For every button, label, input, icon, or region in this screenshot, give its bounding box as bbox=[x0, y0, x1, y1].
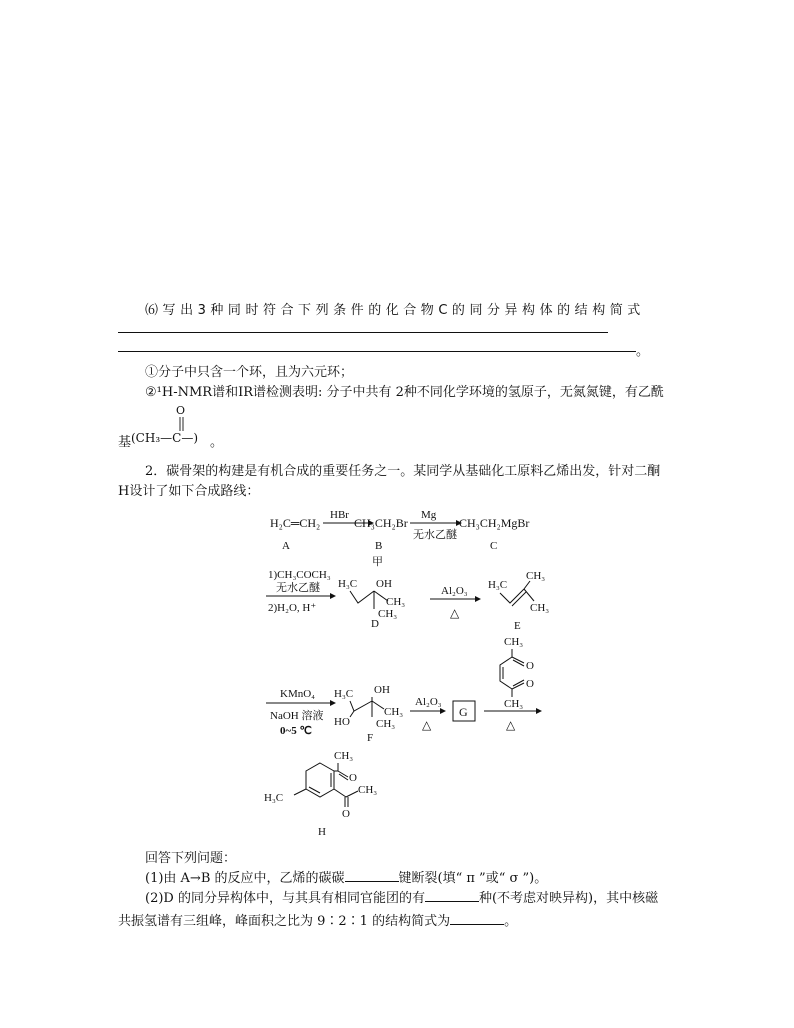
q6-condition-3-suffix: 。 bbox=[210, 435, 224, 450]
reagent-temperature: 0~5 ℃ bbox=[280, 725, 312, 737]
diene-O-top: O bbox=[526, 660, 534, 672]
reagent-Al2O3-1: Al₂O₃ bbox=[441, 585, 468, 597]
H-CH3-right: CH₃ bbox=[358, 784, 378, 796]
reagent-Al2O3-2: Al₂O₃ bbox=[415, 696, 442, 708]
acetyl-double-bond bbox=[176, 416, 188, 432]
arrow-C-D-head bbox=[330, 593, 336, 599]
arrow-D-E-head bbox=[475, 596, 481, 602]
E-CH3-top: CH₃ bbox=[526, 570, 546, 582]
compound-E-label: E bbox=[514, 620, 521, 632]
question-2-line-2-a: 共振氢谱有三组峰，峰面积之比为 9∶2∶1 的结构简式为 bbox=[118, 914, 451, 929]
acetyl-O: O bbox=[176, 404, 186, 417]
reagent-heat-1: △ bbox=[450, 606, 460, 620]
diene-O-bottom: O bbox=[526, 678, 534, 690]
q6-condition-3-prefix: 基 bbox=[118, 435, 132, 450]
answer-blank-q2b[interactable] bbox=[450, 912, 504, 925]
H-O-bottom: O bbox=[342, 808, 350, 820]
reagent-HBr: HBr bbox=[330, 509, 349, 521]
compound-D-label: D bbox=[371, 618, 379, 630]
arrow-G-H-head bbox=[536, 708, 542, 714]
question-1-part-b: 键断裂(填“ π ”或“ σ ”)。 bbox=[398, 871, 548, 886]
compound-B-sub-label: 甲 bbox=[372, 556, 383, 568]
compound-B-label: B bbox=[375, 540, 383, 552]
question-2-part-b: 种(不考虑对映异构)，其中核磁 bbox=[478, 891, 659, 906]
F-CH3-right: CH₃ bbox=[384, 706, 404, 718]
D-H3C: H₃C bbox=[338, 578, 358, 590]
diene-CH3-top: CH₃ bbox=[504, 636, 524, 648]
question-2 bbox=[145, 887, 658, 906]
reagent-KMnO4: KMnO₄ bbox=[280, 688, 316, 700]
q2-intro-line-2: H设计了如下合成路线： bbox=[118, 484, 260, 499]
compound-A-formula: H₂C═CH₂ bbox=[270, 516, 321, 530]
compound-H-label: H bbox=[318, 826, 326, 838]
arrow-F-G-head bbox=[440, 708, 446, 714]
H-H3C: H₃C bbox=[264, 792, 284, 804]
reagent-Mg: Mg bbox=[421, 509, 437, 521]
reagent-ether-1: 无水乙醚 bbox=[413, 529, 457, 541]
question-1 bbox=[145, 867, 547, 886]
reagent-heat-2: △ bbox=[422, 718, 432, 732]
compound-G-label: G bbox=[459, 705, 468, 719]
question-2-line-2-b: 。 bbox=[504, 914, 518, 929]
F-OH-top: OH bbox=[374, 684, 390, 696]
compound-F-label: F bbox=[367, 732, 374, 744]
reagent-ether-2: 无水乙醚 bbox=[276, 582, 320, 594]
questions-header: 回答下列问题： bbox=[145, 851, 237, 866]
D-CH3-bottom: CH₃ bbox=[378, 608, 398, 620]
question-2-part-a: (2)D 的同分异构体中，与其具有相同官能团的有 bbox=[145, 891, 425, 906]
F-skeleton bbox=[350, 701, 372, 711]
D-CH3-right: CH₃ bbox=[386, 596, 406, 608]
q6-prompt: ⑹ 写 出 3 种 同 时 符 合 下 列 条 件 的 化 合 物 C 的 同 分 异 构 体 的 结 构 简 式 bbox=[145, 303, 641, 318]
H-CH3-top: CH₃ bbox=[334, 750, 354, 762]
D-OH: OH bbox=[376, 578, 392, 590]
compound-A-label: A bbox=[282, 540, 290, 552]
F-H3C: H₃C bbox=[334, 688, 354, 700]
E-CH3-bottom: CH₃ bbox=[530, 602, 550, 614]
acetyl-formula: (CH₃—C—) bbox=[131, 431, 199, 445]
F-CH3-bottom: CH₃ bbox=[376, 718, 396, 730]
diene-CH3-bottom: CH₃ bbox=[504, 698, 524, 710]
E-H3C: H₃C bbox=[488, 579, 508, 591]
q6-end-mark: 。 bbox=[636, 344, 650, 359]
E-skeleton bbox=[500, 589, 524, 603]
reagent-acetone: 1)CH₃COCH₃ bbox=[268, 569, 331, 581]
answer-blank-line-2[interactable] bbox=[118, 351, 636, 352]
arrow-E-F-head bbox=[330, 700, 336, 706]
F-HO: HO bbox=[334, 716, 350, 728]
question-2-line-2 bbox=[118, 910, 517, 929]
reagent-heat-3: △ bbox=[506, 718, 516, 732]
diene-chain bbox=[500, 657, 512, 689]
D-skeleton bbox=[350, 591, 374, 603]
compound-C-label: C bbox=[490, 540, 498, 552]
H-O-top: O bbox=[349, 772, 357, 784]
q2-intro-line-1: 2．碳骨架的构建是有机合成的重要任务之一。某同学从基础化工原料乙烯出发，针对二酮 bbox=[145, 464, 661, 479]
synthesis-scheme bbox=[250, 505, 570, 845]
question-1-part-a: (1)由 A→B 的反应中，乙烯的碳碳 bbox=[145, 871, 345, 886]
q6-condition-1: ①分子中只含一个环，且为六元环； bbox=[145, 365, 354, 380]
answer-blank-q1[interactable] bbox=[345, 869, 399, 882]
answer-blank-q2a[interactable] bbox=[425, 889, 479, 902]
compound-C-formula: CH₃CH₂MgBr bbox=[459, 516, 530, 530]
H-ring bbox=[306, 763, 334, 797]
reagent-NaOH: NaOH 溶液 bbox=[270, 710, 324, 722]
reagent-hydrolysis: 2)H₂O, H⁺ bbox=[268, 602, 317, 614]
q6-condition-2: ②¹H-NMR谱和IR谱检测表明: 分子中共有 2种不同化学环境的氢原子，无氮氮键，有乙酰 bbox=[145, 385, 664, 400]
answer-blank-line-1[interactable] bbox=[118, 332, 608, 333]
compound-B-formula: CH₃CH₂Br bbox=[354, 516, 408, 530]
